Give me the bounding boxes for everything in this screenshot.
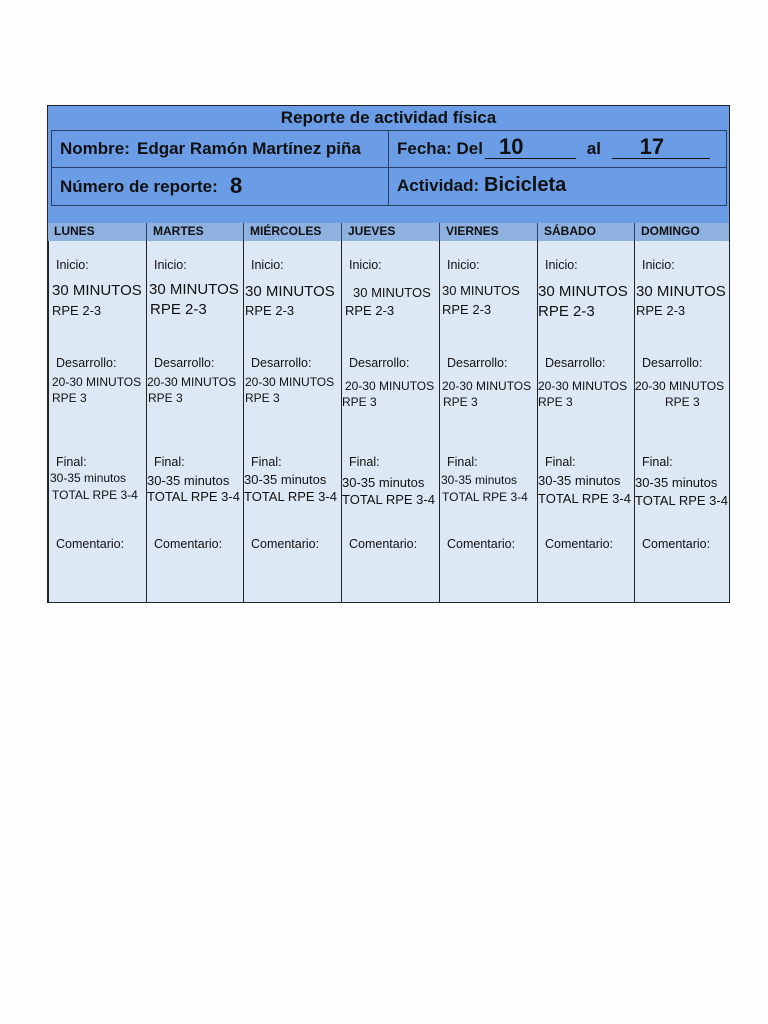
comentario-label: Comentario: [545, 537, 614, 551]
inicio-label: Inicio: [642, 258, 675, 272]
final-rpe: TOTAL RPE 3-4 [442, 490, 528, 504]
activity-value: Bicicleta [484, 174, 567, 196]
desarrollo-rpe: RPE 3 [148, 391, 183, 405]
comentario-label: Comentario: [56, 537, 125, 551]
desarrollo-label: Desarrollo: [447, 356, 508, 370]
day-header-domingo: DOMINGO [634, 223, 729, 241]
comentario-label: Comentario: [154, 537, 223, 551]
final-label: Final: [56, 455, 87, 469]
desarrollo-duration: 20-30 MINUTOS [147, 375, 237, 389]
inicio-rpe: RPE 2-3 [245, 303, 295, 318]
desarrollo-label: Desarrollo: [642, 356, 703, 370]
desarrollo-label: Desarrollo: [349, 356, 410, 370]
date-range [485, 134, 710, 159]
final-rpe: TOTAL RPE 3-4 [635, 493, 728, 508]
inicio-label: Inicio: [349, 258, 382, 272]
desarrollo-rpe: RPE 3 [443, 395, 478, 409]
inicio-duration: 30 MINUTOS [149, 281, 239, 298]
inicio-rpe: RPE 2-3 [442, 302, 492, 317]
inicio-rpe: RPE 2-3 [52, 303, 102, 318]
day-column-jueves [341, 241, 439, 602]
desarrollo-rpe: RPE 3 [342, 395, 377, 409]
final-duration: 30-35 minutos [342, 475, 425, 490]
final-rpe: TOTAL RPE 3-4 [538, 491, 631, 506]
days-header-row [48, 223, 729, 242]
day-column-lunes [48, 241, 146, 602]
date-al-label: al [586, 139, 601, 158]
report-header [48, 106, 729, 224]
final-label: Final: [545, 455, 576, 469]
day-header-viernes: VIERNES [439, 223, 537, 241]
day-column-domingo [634, 241, 729, 602]
desarrollo-rpe: RPE 3 [538, 395, 573, 409]
final-duration: 30-35 minutos [244, 472, 327, 487]
desarrollo-rpe: RPE 3 [665, 395, 700, 409]
activity-report-sheet [47, 105, 730, 603]
day-column-miercoles [243, 241, 341, 602]
report-number-value: 8 [230, 173, 243, 198]
desarrollo-label: Desarrollo: [154, 356, 215, 370]
inicio-duration: 30 MINUTOS [245, 283, 335, 300]
day-header-jueves: JUEVES [341, 223, 439, 241]
final-label: Final: [154, 455, 185, 469]
final-duration: 30-35 minutos [50, 471, 127, 485]
inicio-rpe: RPE 2-3 [636, 303, 686, 318]
day-column-sabado [537, 241, 634, 602]
desarrollo-duration: 20-30 MINUTOS [345, 379, 435, 393]
date-from-value: 10 [499, 134, 524, 159]
day-header-sabado: SÁBADO [537, 223, 634, 241]
day-header-martes: MARTES [146, 223, 243, 241]
final-rpe: TOTAL RPE 3-4 [147, 489, 240, 504]
report-number-cell [51, 167, 390, 206]
desarrollo-label: Desarrollo: [545, 356, 606, 370]
comentario-label: Comentario: [447, 537, 516, 551]
day-column-martes [146, 241, 243, 602]
name-cell [51, 130, 390, 168]
inicio-duration: 30 MINUTOS [353, 285, 431, 300]
inicio-duration: 30 MINUTOS [442, 283, 520, 298]
final-duration: 30-35 minutos [538, 473, 621, 488]
inicio-duration: 30 MINUTOS [52, 282, 142, 299]
desarrollo-label: Desarrollo: [56, 356, 117, 370]
comentario-label: Comentario: [642, 537, 711, 551]
date-label: Fecha: Del [397, 139, 483, 158]
final-label: Final: [447, 455, 478, 469]
inicio-label: Inicio: [154, 258, 187, 272]
inicio-rpe: RPE 2-3 [345, 303, 395, 318]
inicio-label: Inicio: [447, 258, 480, 272]
report-title: Reporte de actividad física [280, 108, 497, 127]
date-to-field [612, 134, 710, 159]
final-rpe: TOTAL RPE 3-4 [244, 489, 337, 504]
desarrollo-rpe: RPE 3 [245, 391, 280, 405]
name-value: Edgar Ramón Martínez piña [137, 139, 361, 158]
activity-label: Actividad: [397, 176, 480, 195]
final-rpe: TOTAL RPE 3-4 [342, 492, 435, 507]
final-label: Final: [642, 455, 673, 469]
final-label: Final: [251, 455, 282, 469]
final-rpe: TOTAL RPE 3-4 [52, 488, 138, 502]
name-label: Nombre: [60, 139, 130, 158]
desarrollo-rpe: RPE 3 [52, 391, 87, 405]
inicio-duration: 30 MINUTOS [636, 283, 726, 300]
comentario-label: Comentario: [251, 537, 320, 551]
final-duration: 30-35 minutos [441, 473, 518, 487]
date-cell [388, 130, 727, 168]
desarrollo-duration: 20-30 MINUTOS [52, 375, 142, 389]
inicio-label: Inicio: [545, 258, 578, 272]
activity-cell [388, 167, 727, 206]
day-column-viernes [439, 241, 537, 602]
final-duration: 30-35 minutos [635, 475, 718, 490]
final-label: Final: [349, 455, 380, 469]
day-header-miercoles: MIÉRCOLES [243, 223, 341, 241]
desarrollo-duration: 20-30 MINUTOS [442, 379, 532, 393]
final-duration: 30-35 minutos [147, 473, 230, 488]
inicio-rpe: RPE 2-3 [538, 303, 595, 320]
report-number-label: Número de reporte: [60, 177, 218, 196]
desarrollo-duration: 20-30 MINUTOS [635, 379, 725, 393]
comentario-label: Comentario: [349, 537, 418, 551]
inicio-label: Inicio: [251, 258, 284, 272]
inicio-rpe: RPE 2-3 [150, 301, 207, 318]
day-header-lunes: LUNES [54, 224, 95, 238]
desarrollo-duration: 20-30 MINUTOS [245, 375, 335, 389]
inicio-label: Inicio: [56, 258, 89, 272]
date-to-value: 17 [639, 134, 665, 159]
inicio-duration: 30 MINUTOS [538, 283, 628, 300]
desarrollo-duration: 20-30 MINUTOS [538, 379, 628, 393]
date-from-field [485, 134, 576, 159]
desarrollo-label: Desarrollo: [251, 356, 312, 370]
